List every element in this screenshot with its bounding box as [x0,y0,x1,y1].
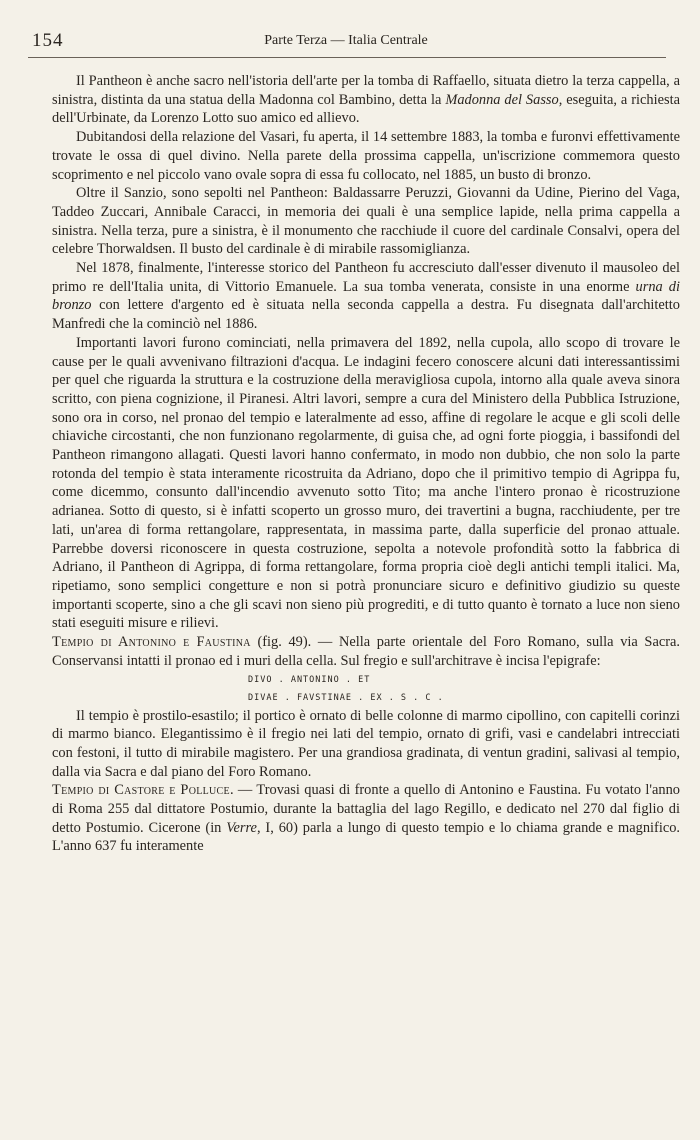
italic-urna-di-bronzo: urna di bronzo [52,278,680,314]
italic-madonna-del-sasso: Madonna del Sasso [445,91,559,108]
section-heading-castore: Tempio di Castore e Polluce [52,782,230,799]
page-number: 154 [32,30,64,51]
italic-verre: Verre [226,819,257,836]
epigraph [52,671,680,707]
paragraph-raffaello: Il Pantheon è anche sacro nell'istoria dell'arte per la tomba di Raffaello, situata dietro la terza cappella, a sinistra, distinta da una statua della Madonna col Bambino, detta la Madonna del Sasso, eseguita, a richiesta dell'Urbinate, da Lorenzo Lotto suo amico ed allievo. [52,73,680,127]
paragraph-sepolti: Oltre il Sanzio, sono sepolti nel Pantheon: Baldassarre Peruzzi, Giovanni da Udine, Pierino del Vaga, Taddeo Zuccari, Annibale Caracci, in memoria dei quali è una semplice lapide, nella prima cappella a sinistra. Nella terza, pure a sinistra, è il monumento che racchiude il cuore del cardinale Consalvi, opera del celebre Thorwaldsen. Il busto del cardinale è di mirabile rassomiglianza. [52,185,680,258]
section-heading-antonino: Tempio di Antonino e Faustina [52,634,251,651]
paragraph-lavori: Importanti lavori furono cominciati, nella primavera del 1892, nella cupola, allo scopo di trovare le cause per le quali avvenivano filtrazioni d'acqua. Le indagini fecero conoscere alcuni dati interessantissimi per quel che riguarda la struttura e la costruzione della meravigliosa cupola, intorno alla quale aveva sinora scritto, con piena cognizione, il Piranesi. Altri lavori, sempre a cura del Ministero della Pubblica Istruzione, sono ora in corso, nel pronao del tempio e lateralmente ad esso, affine di regolare le acque e gli scoli delle chiaviche circostanti, che non funzionano regolarmente, di guisa che, ad ogni forte pioggia, i bassifondi del Pantheon rimangono allagati. Questi lavori hanno confermato, in modo non dubbio, che non solo la parte rotonda del tempio è stata interamente ricostruita da Adriano, dopo che il primitivo tempio di Agrippa fu, come dicemmo, consunto dall'incendio avvenuto sotto Tito; ma anche l'intero pronao è ricostruzione adrianea. Sotto di questo, si è infatti scoperto un grosso muro, dei travertini a bugna, racchiudente, per tre lati, un'area di forma rettangolare, rappresentata, in massima parte, dalla superficie del pronao attuale. Parrebbe doversi riconoscere in questa costruzione, sepolta a notevole profondità sotto la fabbrica di Adriano, il Pantheon di Agrippa, di forma rettangolare, forma propria cioè degli antichi templi italici. Ma, ripetiamo, sono semplici congetture e non si potrà pronunciare sicuro e definitivo giudizio su queste importanti scoperte, sino a che gli scavi non sieno più progrediti, e di tutto quanto è tornato a luce non sieno stati eseguiti misure e rilievi. [52,334,680,632]
paragraph-vittorio-emanuele: Nel 1878, finalmente, l'interesse storico del Pantheon fu accresciuto dall'esser divenuto il mausoleo del primo re dell'Italia unita, di Vittorio Emanuele. La sua tomba venerata, consiste in una enorme urna di bronzo con lettere d'argento ed è situata nella seconda cappella a destra. Fu disegnata dall'architetto Manfredi che la cominciò nel 1886. [52,260,680,333]
running-title: Parte Terza — Italia Centrale [264,33,428,48]
epigraph-line-2: DIVAE . FAVSTINAE . EX . S . C . [248,692,444,703]
epigraph-line-1: DIVO . ANTONINO . ET [248,674,371,685]
paragraph-vasari: Dubitandosi della relazione del Vasari, fu aperta, il 14 settembre 1883, la tomba e furonvi effettivamente trovate le ossa di quel divino. Nella parete della prossima cappella, un'iscrizione commemora questo scoprimento e nel piccolo vano ovale sopra di essa fu collocato, nel 1885, un busto di bronzo. [52,129,680,183]
body-text [52,72,680,856]
section-antonino-faustina: Tempio di Antonino e Faustina (fig. 49). — Nella parte orientale del Foro Romano, sulla via Sacra. Conservansi intatti il pronao ed i muri della cella. Sul fregio e sull'architrave è incisa l'epigrafe: [52,634,680,669]
header-rule [28,57,666,58]
running-header [32,30,660,54]
paragraph-prostilo: Il tempio è prostilo-esastilo; il portico è ornato di belle colonne di marmo cipollino, con capitelli corinzi di marmo bianco. Elegantissimo è il fregio nei lati del tempio, ornato di grifi, vasi e candelabri intrecciati con festoni, il tutto di mirabile magistero. Per una grandiosa gradinata, di ventun gradini, salivasi al tempio, dalla via Sacra e dal piano del Foro Romano. [52,707,680,780]
section-castore-polluce: Tempio di Castore e Polluce. — Trovasi quasi di fronte a quello di Antonino e Faustina. Fu votato l'anno di Roma 255 dal dittatore Postumio, durante la battaglia del lago Regillo, e dedicato nel 270 dal figlio di detto Postumio. Cicerone (in Verre, I, 60) parla a lungo di questo tempio e lo chiama grande e magnifico. L'anno 637 fu interamente [52,782,680,855]
